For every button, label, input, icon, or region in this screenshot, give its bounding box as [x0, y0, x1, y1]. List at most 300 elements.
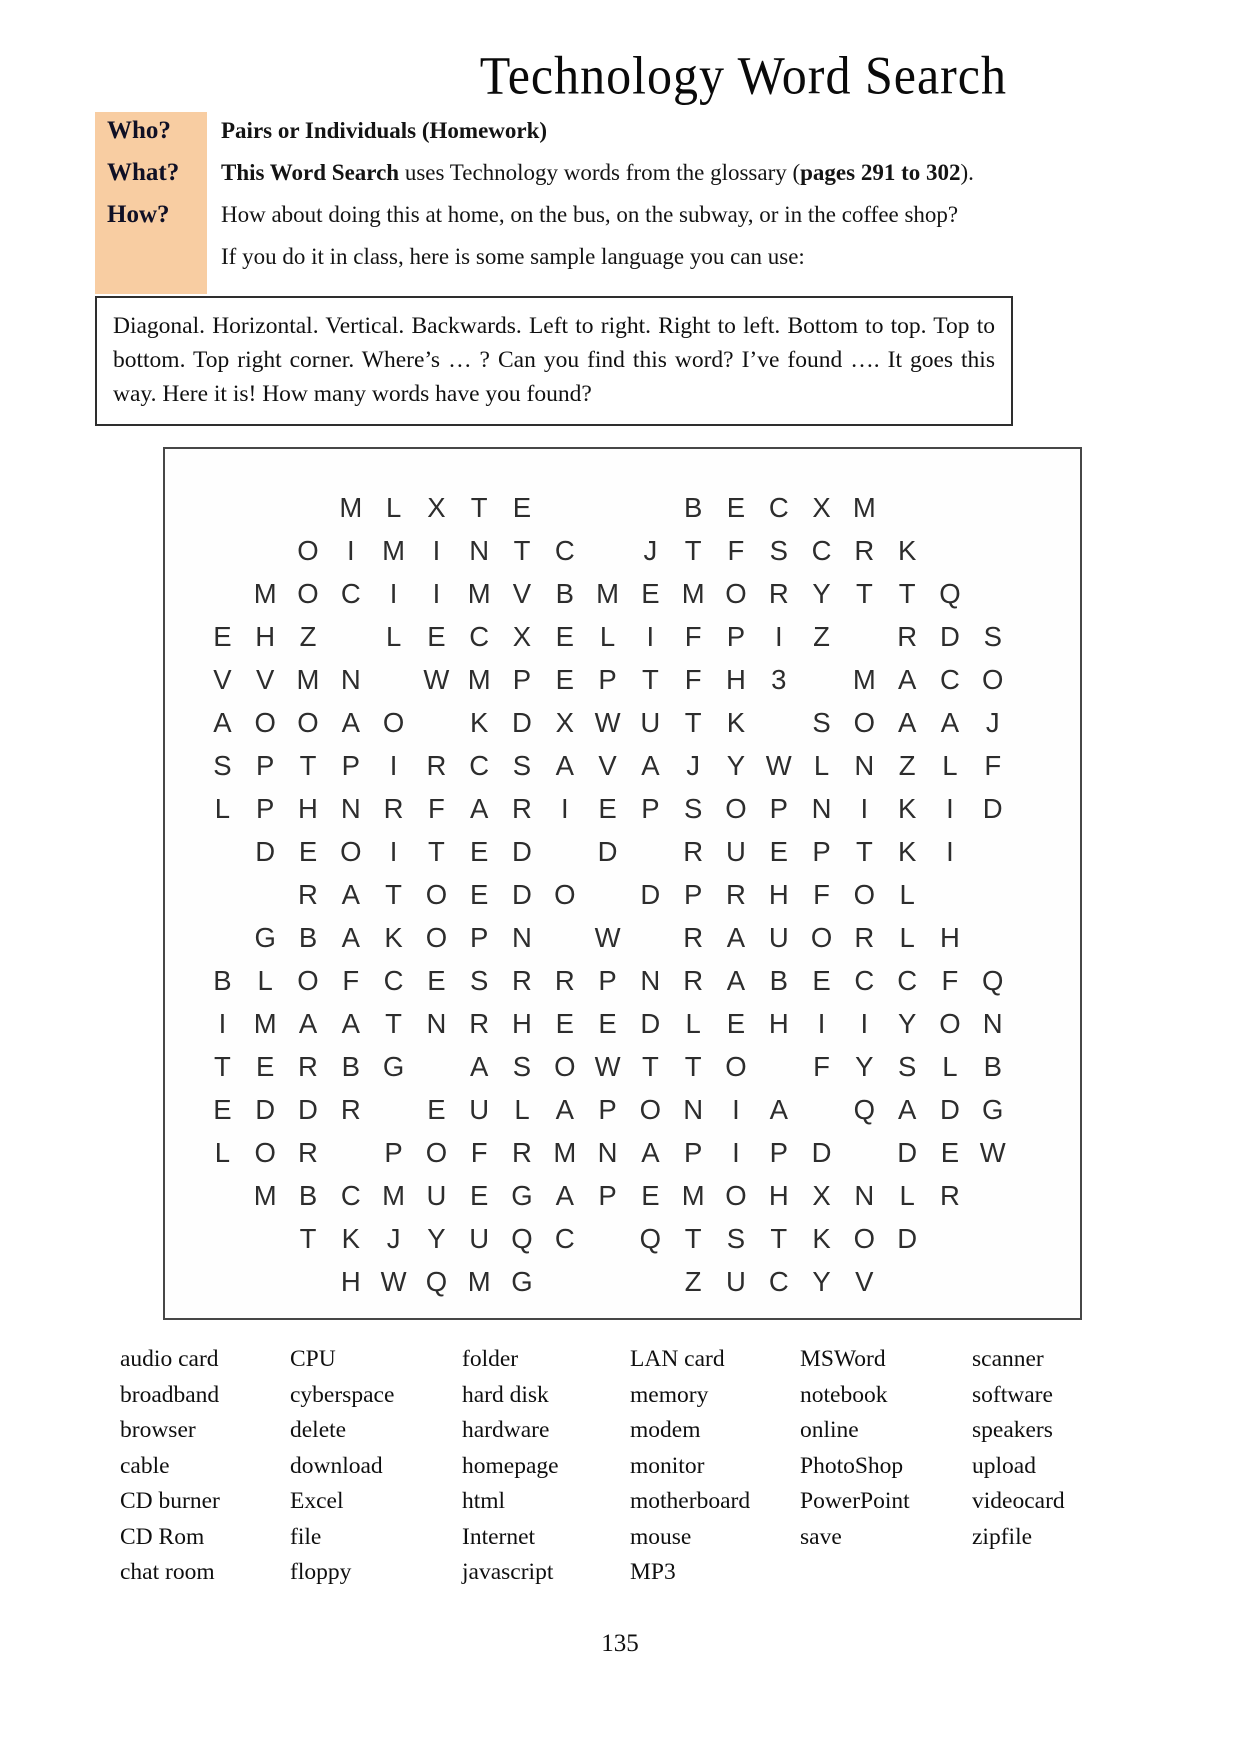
- word-list: [0, 1342, 1240, 1592]
- grid-cell: C: [469, 620, 490, 652]
- header-text: [207, 160, 974, 186]
- grid-cell: I: [389, 577, 398, 609]
- grid-cell: D: [255, 835, 276, 867]
- grid-cell: A: [213, 706, 232, 738]
- grid-cell: [543, 916, 586, 959]
- grid-cell: A: [769, 1093, 788, 1125]
- grid-cell: I: [732, 1136, 740, 1168]
- grid-cell: F: [727, 534, 745, 566]
- word-list-item: memory: [630, 1381, 709, 1408]
- grid-cell: T: [299, 1222, 317, 1254]
- grid-cell: E: [470, 878, 489, 910]
- grid-cell: E: [427, 964, 446, 996]
- grid-cell: E: [470, 1179, 489, 1211]
- grid-cell: [543, 1260, 586, 1303]
- grid-cell: A: [897, 1093, 917, 1125]
- grid-cell: O: [382, 706, 405, 738]
- grid-cell: N: [854, 1179, 875, 1211]
- grid-cell: C: [854, 964, 875, 996]
- grid-cell: I: [432, 577, 441, 609]
- grid-cell: O: [254, 706, 276, 738]
- grid-cell: [886, 486, 929, 529]
- grid-cell: Y: [812, 1265, 831, 1297]
- grid-cell: F: [813, 878, 830, 910]
- grid-cell: W: [594, 921, 621, 953]
- grid-cell: V: [855, 1265, 874, 1297]
- grid-cell: D: [640, 1007, 661, 1039]
- grid-cell: U: [726, 1265, 746, 1297]
- grid-cell: [929, 1260, 972, 1303]
- grid-cell: M: [296, 663, 320, 695]
- grid-cell: R: [768, 577, 789, 609]
- grid-cell: R: [298, 878, 318, 910]
- grid-cell: Q: [425, 1265, 448, 1297]
- grid-cell: U: [640, 706, 661, 738]
- grid-cell: Q: [939, 577, 961, 609]
- grid-cell: F: [470, 1136, 488, 1168]
- word-list-item: CD Rom: [120, 1523, 205, 1550]
- grid-cell: [629, 916, 672, 959]
- grid-cell: S: [897, 1050, 917, 1082]
- grid-cell: G: [382, 1050, 405, 1082]
- word-list-item: modem: [630, 1417, 701, 1443]
- word-list-item: MP3: [630, 1559, 676, 1585]
- grid-cell: T: [513, 534, 531, 566]
- grid-cell: T: [684, 706, 702, 738]
- header-rows: [95, 110, 1055, 278]
- grid-cell: E: [555, 620, 574, 652]
- word-list-column: [800, 1342, 910, 1555]
- grid-cell: L: [942, 1050, 958, 1082]
- grid-cell: [543, 486, 586, 529]
- word-list-column: [972, 1342, 1065, 1555]
- header-label: Who?: [107, 117, 171, 144]
- grid-cell: C: [469, 749, 490, 781]
- grid-cell: V: [213, 663, 232, 695]
- grid-cell: L: [214, 1136, 231, 1168]
- word-list-item: file: [290, 1523, 322, 1550]
- grid-cell: I: [946, 792, 954, 824]
- grid-cell: E: [427, 1093, 446, 1125]
- header-text: [207, 202, 958, 228]
- grid-cell: H: [768, 1179, 789, 1211]
- grid-cell: H: [512, 1007, 532, 1039]
- grid-cell: Q: [511, 1222, 533, 1254]
- grid-cell: D: [811, 1136, 832, 1168]
- grid-cell: E: [812, 964, 831, 996]
- grid-cell: P: [341, 749, 360, 781]
- grid-cell: [372, 658, 415, 701]
- grid-cell: B: [983, 1050, 1002, 1082]
- grid-cell: J: [985, 706, 1000, 738]
- grid-cell: [586, 486, 629, 529]
- grid-cell: F: [984, 749, 1002, 781]
- grid-cell: S: [726, 1222, 746, 1254]
- grid-cell: M: [553, 1136, 577, 1168]
- grid-cell: A: [726, 921, 746, 953]
- grid-cell: R: [854, 921, 875, 953]
- grid-cell: M: [681, 1179, 705, 1211]
- grid-cell: [629, 486, 672, 529]
- grid-cell: [929, 529, 972, 572]
- grid-cell: S: [512, 749, 532, 781]
- word-list-item: Excel: [290, 1488, 344, 1514]
- word-list-item: hardware: [462, 1417, 550, 1443]
- grid-cell: E: [641, 577, 660, 609]
- grid-cell: A: [555, 1093, 574, 1125]
- header-text-segment: ).: [960, 160, 974, 185]
- grid-cell: [757, 701, 800, 744]
- grid-cell: R: [854, 534, 875, 566]
- grid-cell: E: [726, 491, 746, 523]
- grid-cell: [586, 1217, 629, 1260]
- grid-cell: [971, 1217, 1014, 1260]
- grid-cell: [244, 873, 287, 916]
- grid-cell: W: [380, 1265, 407, 1297]
- grid-cell: W: [594, 1050, 621, 1082]
- grid-cell: K: [897, 534, 917, 566]
- grid-cell: K: [470, 706, 489, 738]
- grid-cell: L: [899, 1179, 915, 1211]
- grid-cell: [201, 529, 244, 572]
- grid-cell: O: [425, 921, 448, 953]
- grid-cell: O: [725, 1050, 747, 1082]
- grid-cell: I: [860, 1007, 869, 1039]
- grid-cell: N: [340, 792, 361, 824]
- word-list-item: save: [800, 1523, 842, 1550]
- grid-cell: F: [684, 663, 702, 695]
- grid-cell: [415, 701, 458, 744]
- grid-cell: Q: [639, 1222, 662, 1254]
- grid-cell: E: [598, 792, 617, 824]
- grid-cell: J: [386, 1222, 401, 1254]
- grid-cell: I: [389, 835, 398, 867]
- grid-cell: Y: [897, 1007, 917, 1039]
- grid-cell: D: [512, 706, 532, 738]
- grid-cell: S: [512, 1050, 532, 1082]
- grid-cell: T: [470, 491, 488, 523]
- grid-cell: O: [853, 1222, 876, 1254]
- grid-cell: P: [384, 1136, 403, 1168]
- grid-cell: [201, 830, 244, 873]
- grid-cell: W: [423, 663, 450, 695]
- grid-cell: R: [298, 1136, 318, 1168]
- grid-cell: Q: [853, 1093, 876, 1125]
- grid-cell: I: [346, 534, 355, 566]
- grid-cell: S: [983, 620, 1002, 652]
- grid-cell: O: [297, 534, 319, 566]
- grid-cell: O: [297, 577, 319, 609]
- grid-cell: [201, 1174, 244, 1217]
- grid-cell: O: [297, 964, 319, 996]
- word-list-item: software: [972, 1381, 1053, 1408]
- grid-cell: I: [218, 1007, 227, 1039]
- grid-cell: [586, 873, 629, 916]
- grid-cell: L: [514, 1093, 530, 1125]
- grid-cell: U: [469, 1093, 490, 1125]
- grid-cell: D: [982, 792, 1003, 824]
- grid-cell: R: [897, 620, 918, 652]
- grid-cell: A: [470, 1050, 489, 1082]
- grid-cell: D: [897, 1222, 918, 1254]
- grid-cell: B: [341, 1050, 360, 1082]
- grid-cell: H: [255, 620, 276, 652]
- grid-cell: F: [813, 1050, 830, 1082]
- grid-cell: M: [339, 491, 363, 523]
- grid-cell: O: [639, 1093, 662, 1125]
- grid-cell: I: [817, 1007, 826, 1039]
- grid-cell: A: [940, 706, 960, 738]
- grid-cell: J: [643, 534, 658, 566]
- grid-cell: R: [726, 878, 746, 910]
- grid-cell: L: [599, 620, 616, 652]
- grid-cell: A: [341, 706, 360, 738]
- grid-cell: N: [512, 921, 532, 953]
- grid-cell: G: [254, 921, 276, 953]
- grid-cell: A: [470, 792, 489, 824]
- grid-cell: A: [555, 749, 574, 781]
- grid-cell: P: [769, 792, 788, 824]
- grid-cell: E: [213, 620, 232, 652]
- grid-cell: [929, 873, 972, 916]
- word-list-item: speakers: [972, 1417, 1053, 1443]
- grid-cell: M: [852, 663, 876, 695]
- grid-cell: R: [683, 921, 704, 953]
- grid-cell: [287, 1260, 330, 1303]
- grid-cell: M: [852, 491, 876, 523]
- grid-cell: Y: [855, 1050, 874, 1082]
- grid-cell: E: [213, 1093, 232, 1125]
- grid-cell: E: [598, 1007, 617, 1039]
- grid-cell: A: [341, 878, 360, 910]
- grid-cell: A: [555, 1179, 574, 1211]
- word-list-item: online: [800, 1417, 859, 1443]
- grid-cell: L: [942, 749, 958, 781]
- grid-cell: X: [427, 491, 446, 523]
- word-list-item: download: [290, 1452, 383, 1479]
- grid-cell: [201, 873, 244, 916]
- grid-cell: H: [940, 921, 960, 953]
- grid-cell: L: [813, 749, 830, 781]
- grid-cell: E: [298, 835, 318, 867]
- page-number: 135: [601, 1630, 639, 1657]
- grid-cell: [244, 529, 287, 572]
- grid-cell: P: [598, 1093, 617, 1125]
- grid-cell: R: [683, 964, 704, 996]
- grid-cell: M: [253, 1179, 277, 1211]
- grid-cell: P: [598, 1179, 617, 1211]
- header-text-segment: uses Technology words from the glossary (: [399, 160, 801, 185]
- grid-cell: [971, 830, 1014, 873]
- grid-cell: [329, 615, 372, 658]
- grid-cell: P: [726, 620, 746, 652]
- grid-cell: K: [384, 921, 403, 953]
- grid-cell: T: [641, 1050, 659, 1082]
- grid-cell: O: [939, 1007, 961, 1039]
- grid-cell: Y: [812, 577, 831, 609]
- grid-cell: M: [253, 1007, 277, 1039]
- grid-cell: S: [470, 964, 489, 996]
- grid-cell: P: [812, 835, 831, 867]
- grid-cell: A: [641, 749, 660, 781]
- grid-cell: R: [683, 835, 704, 867]
- grid-cell: [800, 1088, 843, 1131]
- grid-cell: D: [512, 835, 532, 867]
- grid-cell: N: [426, 1007, 447, 1039]
- grid-cell: I: [946, 835, 954, 867]
- grid-cell: I: [646, 620, 655, 652]
- grid-cell: P: [683, 1136, 703, 1168]
- grid-cell: L: [899, 878, 915, 910]
- word-list-column: [630, 1342, 750, 1591]
- grid-cell: U: [426, 1179, 447, 1211]
- grid-cell: [415, 1045, 458, 1088]
- grid-cell: M: [253, 577, 277, 609]
- grid-cell: Z: [299, 620, 317, 652]
- grid-cell: H: [768, 878, 789, 910]
- page-title: Technology Word Search: [479, 45, 1007, 106]
- grid-cell: Z: [684, 1265, 702, 1297]
- grid-cell: T: [385, 878, 402, 910]
- word-list-item: homepage: [462, 1452, 559, 1479]
- grid-cell: L: [257, 964, 273, 996]
- grid-cell: T: [898, 577, 916, 609]
- grid-cell: [629, 830, 672, 873]
- grid-cell: [971, 572, 1014, 615]
- grid-cell: N: [683, 1093, 704, 1125]
- grid-cell: M: [382, 534, 406, 566]
- grid-cell: K: [812, 1222, 831, 1254]
- grid-cell: E: [256, 1050, 275, 1082]
- grid-cell: [843, 1131, 886, 1174]
- word-list-item: MSWord: [800, 1346, 886, 1372]
- grid-cell: B: [769, 964, 788, 996]
- grid-cell: R: [512, 1136, 532, 1168]
- grid-cell: A: [726, 964, 746, 996]
- grid-cell: F: [342, 964, 360, 996]
- grid-cell: A: [341, 1007, 360, 1039]
- grid-cell: O: [853, 706, 876, 738]
- grid-cell: O: [340, 835, 362, 867]
- grid-cell: T: [684, 1222, 702, 1254]
- grid-cell: A: [897, 706, 917, 738]
- grid-cell: Z: [898, 749, 916, 781]
- grid-cell: R: [298, 1050, 318, 1082]
- grid-cell: C: [811, 534, 832, 566]
- grid-cell: N: [469, 534, 490, 566]
- grid-cell: F: [941, 964, 959, 996]
- word-list-item: delete: [290, 1417, 347, 1443]
- header-row: [95, 110, 1055, 152]
- grid-cell: C: [340, 1179, 361, 1211]
- grid-cell: Q: [982, 964, 1004, 996]
- grid-cell: U: [469, 1222, 490, 1254]
- grid-cell: [971, 1260, 1014, 1303]
- word-search-grid: [201, 486, 1014, 1303]
- word-list-item: upload: [972, 1452, 1036, 1479]
- grid-cell: R: [469, 1007, 490, 1039]
- grid-cell: [543, 830, 586, 873]
- grid-cell: H: [726, 663, 746, 695]
- grid-cell: D: [512, 878, 532, 910]
- grid-cell: C: [940, 663, 960, 695]
- grid-cell: X: [512, 620, 532, 652]
- grid-cell: S: [812, 706, 831, 738]
- grid-cell: T: [684, 534, 702, 566]
- grid-cell: S: [683, 792, 703, 824]
- grid-cell: M: [681, 577, 705, 609]
- grid-cell: P: [598, 964, 617, 996]
- grid-cell: A: [341, 921, 360, 953]
- grid-cell: J: [686, 749, 701, 781]
- grid-cell: A: [298, 1007, 318, 1039]
- grid-cell: O: [725, 792, 747, 824]
- grid-cell: T: [684, 1050, 702, 1082]
- grid-cell: K: [726, 706, 746, 738]
- grid-cell: [244, 1217, 287, 1260]
- grid-cell: N: [854, 749, 875, 781]
- header-label: What?: [107, 159, 180, 186]
- grid-cell: E: [427, 620, 446, 652]
- grid-cell: K: [341, 1222, 360, 1254]
- grid-cell: G: [511, 1265, 533, 1297]
- grid-cell: C: [554, 534, 575, 566]
- grid-cell: [244, 486, 287, 529]
- grid-cell: O: [425, 878, 448, 910]
- grid-cell: T: [213, 1050, 231, 1082]
- word-list-item: cable: [120, 1452, 170, 1479]
- grid-cell: [586, 529, 629, 572]
- grid-cell: E: [940, 1136, 960, 1168]
- word-list-item: monitor: [630, 1452, 705, 1479]
- grid-cell: T: [641, 663, 659, 695]
- word-list-item: videocard: [972, 1488, 1065, 1514]
- grid-cell: M: [467, 577, 491, 609]
- grid-cell: O: [425, 1136, 448, 1168]
- header-row: [95, 236, 1055, 278]
- grid-cell: Z: [813, 620, 830, 652]
- grid-cell: [329, 1131, 372, 1174]
- word-list-item: hard disk: [462, 1381, 549, 1408]
- grid-cell: D: [940, 620, 960, 652]
- grid-cell: P: [470, 921, 489, 953]
- grid-cell: [886, 1260, 929, 1303]
- word-list-item: html: [462, 1488, 506, 1514]
- grid-cell: R: [940, 1179, 960, 1211]
- grid-cell: [201, 572, 244, 615]
- header-label: How?: [107, 201, 170, 228]
- word-list-item: audio card: [120, 1346, 219, 1372]
- header-row: [95, 194, 1055, 236]
- word-list-item: floppy: [290, 1559, 352, 1585]
- grid-cell: F: [684, 620, 702, 652]
- grid-cell: I: [860, 792, 869, 824]
- header-block: [95, 110, 1055, 278]
- grid-cell: [586, 1260, 629, 1303]
- grid-cell: [201, 1217, 244, 1260]
- grid-cell: D: [897, 1136, 918, 1168]
- grid-cell: D: [940, 1093, 960, 1125]
- word-list-item: LAN card: [630, 1346, 725, 1372]
- grid-cell: O: [297, 706, 319, 738]
- word-list-item: PhotoShop: [800, 1452, 904, 1479]
- header-text-bold-segment: pages 291 to 302: [800, 160, 961, 185]
- header-text-bold-segment: Pairs or Individuals (Homework): [221, 118, 548, 143]
- grid-cell: D: [640, 878, 661, 910]
- grid-cell: T: [770, 1222, 788, 1254]
- grid-cell: O: [725, 1179, 747, 1211]
- grid-cell: M: [467, 1265, 491, 1297]
